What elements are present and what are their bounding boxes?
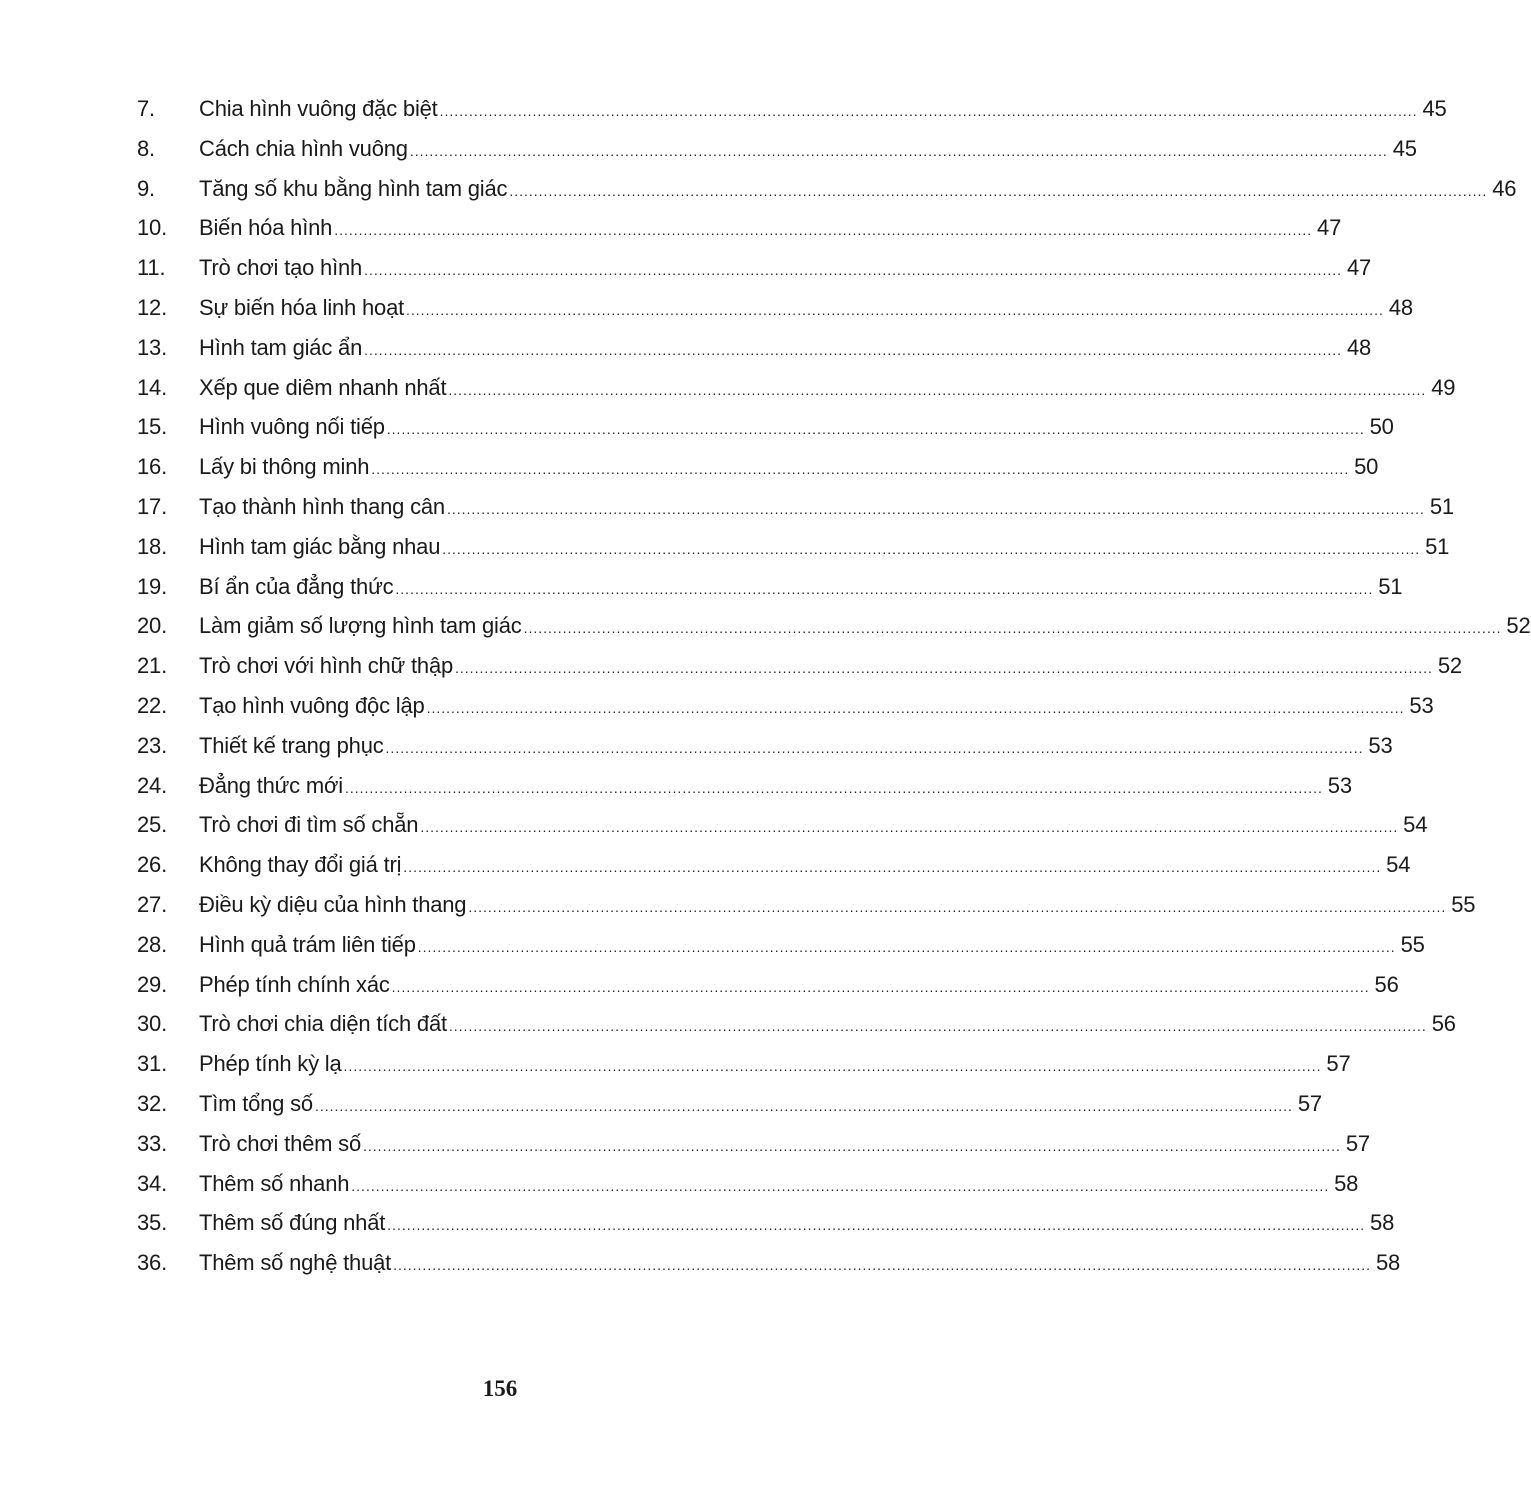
entry-title: Xếp que diêm nhanh nhất	[199, 374, 447, 400]
entry-page: 45	[1422, 96, 1447, 121]
dot-leader: ........................................................................................................................................................................................................	[344, 779, 1323, 796]
entry-page: 53	[1409, 692, 1434, 718]
entry-title: Phép tính kỳ lạ	[199, 1051, 342, 1077]
entry-page: 54	[1386, 852, 1411, 878]
entry-page: 56	[1374, 971, 1399, 997]
entry-number: 30.	[137, 1011, 167, 1037]
entry-title: Làm giảm số lượng hình tam giác	[199, 613, 522, 639]
entry-title: Không thay đổi giá trị	[199, 852, 402, 878]
entry-number: 18.	[137, 533, 167, 559]
dot-leader: ........................................................................................................................................................................................................	[446, 500, 1425, 517]
dot-leader: ........................................................................................................................................................................................................	[371, 461, 1350, 478]
entry-page: 50	[1354, 454, 1379, 480]
entry-number: 36.	[137, 1250, 167, 1276]
table-of-contents	[137, 96, 1531, 1290]
entry-page: 53	[1327, 772, 1352, 798]
entry-number: 8.	[137, 135, 155, 161]
toc-entry	[137, 653, 1462, 693]
toc-entry	[137, 493, 1454, 534]
entry-title: Trò chơi thêm số	[199, 1130, 362, 1156]
toc-entry	[137, 772, 1352, 813]
toc-entry	[137, 971, 1399, 1012]
entry-title: Thêm số nhanh	[199, 1170, 350, 1196]
dot-leader: ........................................................................................................................................................................................................	[364, 262, 1343, 279]
entry-page: 55	[1451, 891, 1476, 917]
dot-leader: ........................................................................................................................................................................................................	[395, 580, 1374, 597]
entry-title: Thiết kế trang phục	[199, 732, 384, 758]
entry-page: 54	[1403, 812, 1428, 838]
dot-leader: ........................................................................................................................................................................................................	[364, 341, 1343, 358]
entry-number: 28.	[137, 931, 167, 957]
dot-leader: ........................................................................................................................................................................................................	[426, 699, 1405, 716]
entry-page: 58	[1370, 1210, 1395, 1236]
dot-leader: ........................................................................................................................................................................................................	[386, 421, 1365, 438]
dot-leader: ........................................................................................................................................................................................................	[393, 1257, 1372, 1274]
entry-title: Thêm số đúng nhất	[199, 1210, 386, 1236]
dot-leader: ........................................................................................................................................................................................................	[334, 222, 1313, 239]
entry-title: Trò chơi chia diện tích đất	[199, 1011, 447, 1037]
toc-entry	[137, 1130, 1370, 1171]
dot-leader: ........................................................................................................................................................................................................	[468, 898, 1447, 915]
entry-number: 22.	[137, 692, 167, 718]
entry-title: Trò chơi đi tìm số chẵn	[199, 812, 419, 838]
entry-page: 51	[1378, 573, 1403, 599]
entry-number: 9.	[137, 175, 155, 201]
toc-entry	[137, 334, 1372, 375]
entry-title: Tìm tổng số	[199, 1090, 313, 1116]
toc-entry	[137, 931, 1425, 972]
entry-number: 32.	[137, 1090, 167, 1116]
entry-title: Tạo hình vuông độc lập	[199, 692, 425, 718]
toc-entry	[137, 533, 1450, 574]
toc-entry	[137, 1090, 1322, 1131]
toc-entry	[137, 135, 1417, 176]
entry-number: 20.	[137, 613, 167, 639]
toc-entry	[137, 1051, 1351, 1091]
entry-number: 7.	[137, 96, 155, 121]
entry-number: 33.	[137, 1130, 167, 1156]
entry-number: 13.	[137, 334, 167, 360]
entry-title: Tạo thành hình thang cân	[199, 493, 445, 519]
toc-entry	[137, 1170, 1359, 1211]
dot-leader: ........................................................................................................................................................................................................	[417, 938, 1396, 955]
entry-number: 11.	[137, 255, 166, 281]
entry-number: 10.	[137, 215, 167, 241]
entry-title: Hình quả trám liên tiếp	[199, 931, 416, 957]
dot-leader: ........................................................................................................................................................................................................	[448, 1018, 1427, 1035]
toc-entry	[137, 255, 1372, 295]
entry-page: 53	[1368, 732, 1393, 758]
entry-number: 26.	[137, 852, 167, 878]
entry-number: 12.	[137, 294, 167, 320]
entry-number: 25.	[137, 812, 167, 838]
toc-entry	[137, 573, 1403, 614]
entry-page: 52	[1437, 653, 1462, 679]
entry-number: 34.	[137, 1170, 167, 1196]
toc-entry	[137, 812, 1428, 852]
entry-page: 49	[1431, 374, 1456, 400]
entry-title: Hình vuông nối tiếp	[199, 414, 385, 440]
entry-page: 51	[1429, 493, 1454, 519]
dot-leader: ........................................................................................................................................................................................................	[314, 1097, 1293, 1114]
entry-title: Đẳng thức mới	[199, 772, 343, 798]
entry-number: 14.	[137, 374, 167, 400]
entry-page: 58	[1375, 1250, 1401, 1276]
toc-entry	[137, 454, 1379, 494]
entry-page: 57	[1297, 1090, 1322, 1116]
toc-entry	[137, 1250, 1401, 1290]
dot-leader: ........................................................................................................................................................................................................	[403, 859, 1382, 876]
toc-entry	[137, 732, 1393, 773]
dot-leader: ........................................................................................................................................................................................................	[409, 142, 1388, 159]
toc-entry	[137, 96, 1447, 136]
entry-page: 58	[1334, 1170, 1359, 1196]
entry-number: 29.	[137, 971, 167, 997]
dot-leader: ........................................................................................................................................................................................................	[420, 819, 1399, 836]
entry-page: 47	[1317, 215, 1342, 241]
dot-leader: ........................................................................................................................................................................................................	[351, 1177, 1330, 1194]
entry-title: Trò chơi tạo hình	[199, 255, 363, 281]
entry-page: 48	[1388, 294, 1413, 320]
toc-entry	[137, 1210, 1395, 1250]
entry-title: Tăng số khu bằng hình tam giác	[199, 175, 508, 201]
dot-leader: ........................................................................................................................................................................................................	[509, 182, 1488, 199]
entry-title: Phép tính chính xác	[199, 971, 390, 997]
dot-leader: ........................................................................................................................................................................................................	[455, 660, 1433, 677]
entry-title: Hình tam giác bằng nhau	[199, 533, 441, 559]
entry-page: 57	[1345, 1130, 1370, 1156]
toc-entry	[137, 294, 1413, 335]
entry-title: Sự biến hóa linh hoạt	[199, 294, 405, 320]
entry-page: 48	[1346, 334, 1372, 360]
entry-page: 47	[1346, 255, 1372, 281]
entry-number: 17.	[137, 493, 167, 519]
toc-entry	[137, 692, 1434, 733]
toc-entry	[137, 891, 1476, 932]
entry-number: 16.	[137, 454, 167, 480]
entry-page: 45	[1392, 135, 1417, 161]
dot-leader: ........................................................................................................................................................................................................	[523, 620, 1502, 637]
entry-title: Chia hình vuông đặc biệt	[199, 96, 438, 121]
dot-leader: ........................................................................................................................................................................................................	[391, 978, 1370, 995]
toc-entry	[137, 374, 1456, 415]
dot-leader: ........................................................................................................................................................................................................	[343, 1058, 1322, 1075]
entry-title: Điều kỳ diệu của hình thang	[199, 891, 467, 917]
entry-number: 15.	[137, 414, 167, 440]
entry-number: 31.	[137, 1051, 167, 1077]
dot-leader: ........................................................................................................................................................................................................	[385, 739, 1364, 756]
entry-number: 35.	[137, 1210, 167, 1236]
entry-number: 19.	[137, 573, 167, 599]
entry-number: 27.	[137, 891, 167, 917]
dot-leader: ........................................................................................................................................................................................................	[363, 1137, 1341, 1154]
entry-number: 23.	[137, 732, 167, 758]
entry-page: 51	[1425, 533, 1450, 559]
toc-entry	[137, 215, 1342, 255]
entry-title: Trò chơi với hình chữ thập	[199, 653, 454, 679]
entry-title: Lấy bi thông minh	[199, 454, 370, 480]
entry-page: 55	[1400, 931, 1425, 957]
entry-number: 21.	[137, 653, 167, 679]
toc-entry	[137, 852, 1411, 892]
dot-leader: ........................................................................................................................................................................................................	[387, 1217, 1366, 1234]
entry-number: 24.	[137, 772, 167, 798]
toc-entry	[137, 414, 1394, 454]
entry-page: 57	[1326, 1051, 1351, 1077]
toc-entry	[137, 1011, 1456, 1051]
entry-title: Cách chia hình vuông	[199, 135, 408, 161]
entry-title: Bí ẩn của đẳng thức	[199, 573, 394, 599]
entry-page: 46	[1492, 175, 1517, 201]
toc-entry	[137, 613, 1531, 653]
entry-page: 56	[1431, 1011, 1456, 1037]
dot-leader: ........................................................................................................................................................................................................	[439, 103, 1418, 119]
entry-page: 52	[1506, 613, 1531, 639]
page-number: 156	[482, 1376, 518, 1401]
toc-entry	[137, 175, 1517, 216]
dot-leader: ........................................................................................................................................................................................................	[448, 381, 1427, 398]
entry-title: Thêm số nghệ thuật	[199, 1250, 392, 1276]
dot-leader: ........................................................................................................................................................................................................	[442, 540, 1421, 557]
entry-page: 50	[1369, 414, 1394, 440]
entry-title: Hình tam giác ẩn	[199, 334, 363, 360]
dot-leader: ........................................................................................................................................................................................................	[406, 301, 1384, 318]
entry-title: Biến hóa hình	[199, 215, 333, 241]
